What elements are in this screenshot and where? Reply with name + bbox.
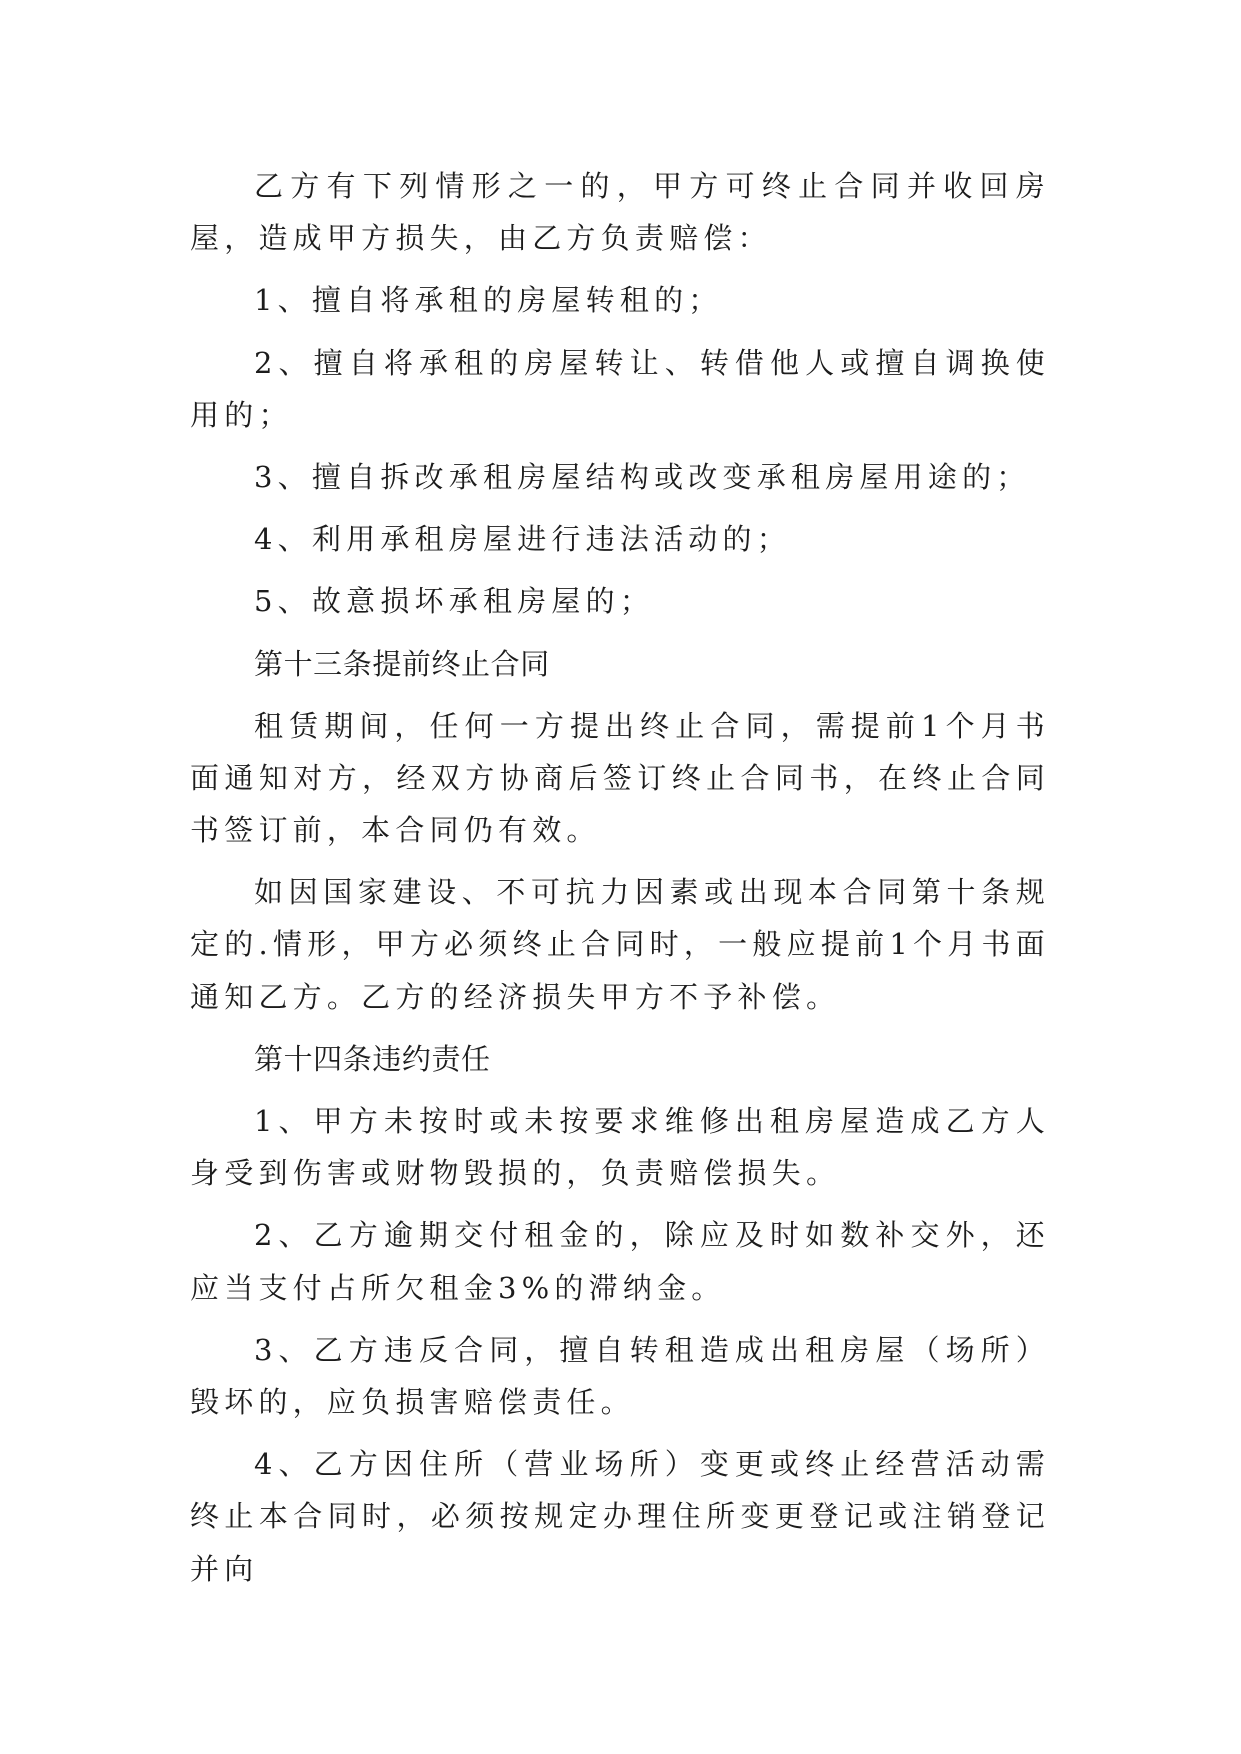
clause-item-3: 3、擅自拆改承租房屋结构或改变承租房屋用途的； xyxy=(254,459,1031,494)
paragraph-termination-conditions: 乙方有下列情形之一的，甲方可终止合同并收回房屋，造成甲方损失，由乙方负责赔偿： xyxy=(190,169,1050,256)
liability-item-2: 2、乙方逾期交付租金的，除应及时如数补交外，还应当支付占所欠租金3%的滞纳金。 xyxy=(190,1218,1050,1305)
liability-item-4: 4、乙方因住所（营业场所）变更或终止经营活动需终止本合同时，必须按规定办理住所变更登记或注销登记并向 xyxy=(190,1447,1050,1586)
section-heading-article-14: 第十四条违约责任 xyxy=(254,1041,491,1076)
document-body xyxy=(190,160,1050,1605)
clause-item-5: 5、故意损坏承租房屋的； xyxy=(254,584,655,619)
clause-item-2: 2、擅自将承租的房屋转让、转借他人或擅自调换使用的； xyxy=(190,345,1050,432)
paragraph-force-majeure: 如因国家建设、不可抗力因素或出现本合同第十条规定的.情形，甲方必须终止合同时，一般应提前1个月书面通知乙方。乙方的经济损失甲方不予补偿。 xyxy=(190,875,1050,1014)
clause-item-1: 1、擅自将承租的房屋转租的； xyxy=(254,283,723,318)
clause-item-4: 4、利用承租房屋进行违法活动的； xyxy=(254,522,791,557)
liability-item-3: 3、乙方违反合同，擅自转租造成出租房屋（场所）毁坏的，应负损害赔偿责任。 xyxy=(190,1332,1050,1419)
section-heading-article-13: 第十三条提前终止合同 xyxy=(254,646,550,681)
liability-item-1: 1、甲方未按时或未按要求维修出租房屋造成乙方人身受到伤害或财物毁损的，负责赔偿损失。 xyxy=(190,1104,1050,1191)
paragraph-early-termination: 租赁期间，任何一方提出终止合同，需提前1个月书面通知对方，经双方协商后签订终止合同书，在终止合同书签订前，本合同仍有效。 xyxy=(190,708,1050,848)
